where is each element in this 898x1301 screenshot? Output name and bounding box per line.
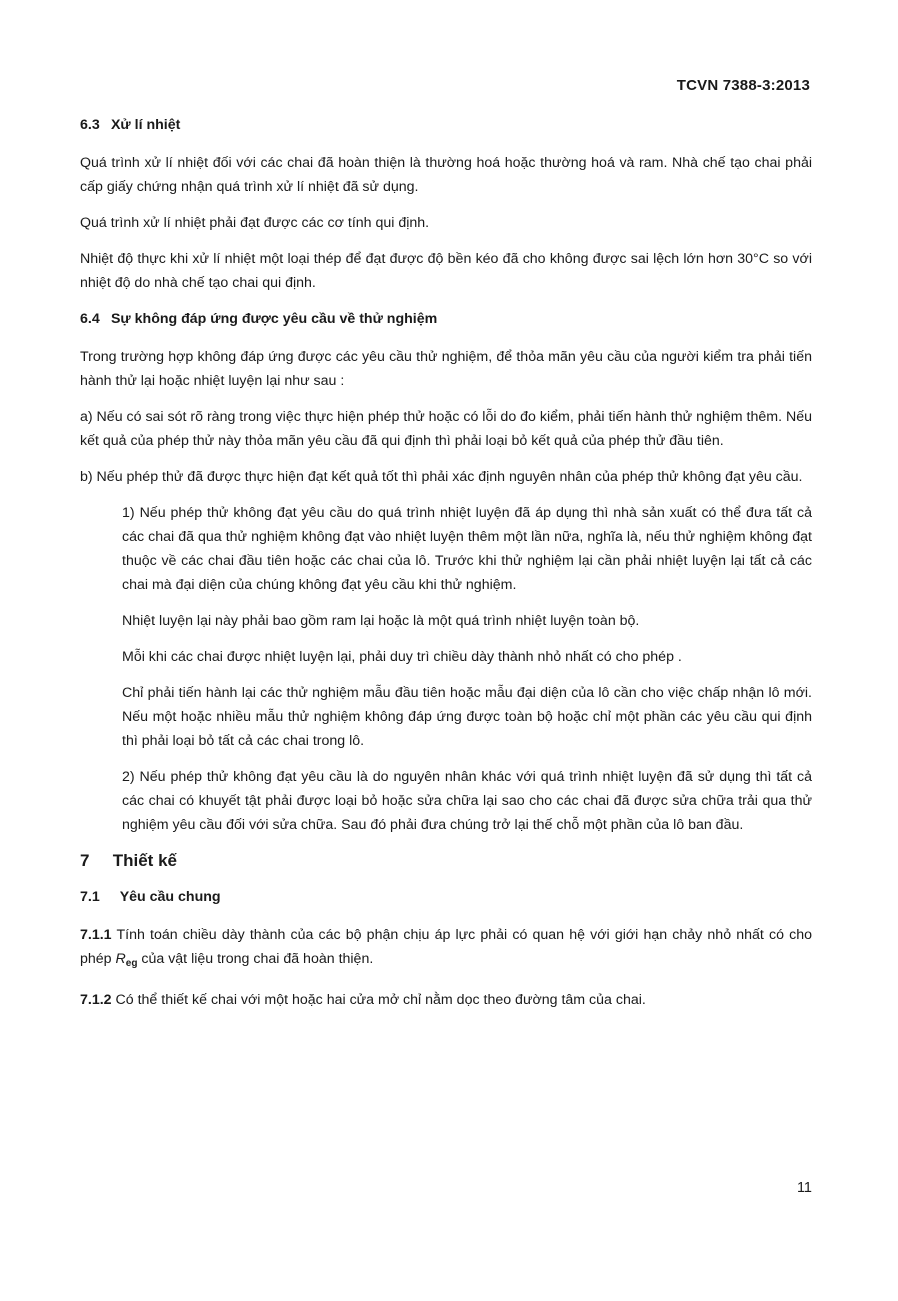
clause-7-1-1: [80, 923, 812, 976]
section-title: Yêu cầu chung: [119, 889, 221, 905]
sub-item-1: 1) Nếu phép thử không đạt yêu cầu do quá trình nhiệt luyện đã áp dụng thì nhà sản xuất có thể đưa tất cả các chai đã qua thử nghiệm không đạt vào nhiệt luyện thêm một lần nữa, nghĩa là, nếu thử nghiệm không đạt thuộc về các chai đầu tiên hoặc các chai của lô. Trước khi thử nghiệm lại cần phải nhiệt luyện lại tất cả các chai mà đại diện của chúng không đạt yêu cầu khi thử nghiệm.: [122, 505, 812, 593]
section-number: 6.4: [80, 311, 100, 327]
paragraph: Nhiệt độ thực khi xử lí nhiệt một loại thép để đạt được độ bền kéo đã cho không được sai lệch lớn hơn 30°C so với nhiệt độ do nhà chế tạo chai qui định.: [80, 251, 812, 291]
paragraph: Nhiệt luyện lại này phải bao gồm ram lại hoặc là một quá trình nhiệt luyện toàn bộ.: [122, 613, 640, 629]
section-title: Xử lí nhiệt: [110, 117, 181, 133]
section-number: 6.3: [80, 117, 100, 133]
paragraph: Chỉ phải tiến hành lại các thử nghiệm mẫu đầu tiên hoặc mẫu đại diện của lô cần cho việc chấp nhận lô mới. Nếu một hoặc nhiều mẫu thử nghiệm không đáp ứng được toàn bộ hoặc chỉ một phần các yêu cầu qui định thì phải loại bỏ tất cả các chai trong lô.: [122, 685, 812, 749]
clause-number: 7.1.2: [80, 992, 112, 1008]
clause-number: 7.1.1: [80, 927, 112, 943]
clause-7-1-2: [80, 988, 812, 1012]
section-title: Thiết kế: [112, 851, 177, 870]
list-item-b: b) Nếu phép thử đã được thực hiện đạt kết quả tốt thì phải xác định nguyên nhân của phép thử không đạt yêu cầu.: [80, 469, 803, 485]
paragraph: Mỗi khi các chai được nhiệt luyện lại, phải duy trì chiều dày thành nhỏ nhất có cho phép .: [122, 649, 682, 665]
clause-text: Tính toán chiều dày thành của các bộ phận chịu áp lực phải có quan hệ với giới hạn chảy nhỏ nhất có cho phép: [80, 927, 812, 967]
symbol: R: [115, 951, 126, 967]
section-number: 7: [80, 851, 90, 870]
section-title: Sự không đáp ứng được yêu cầu về thử nghiệm: [110, 311, 438, 327]
section-7-heading: [80, 849, 812, 873]
sub-item-2: 2) Nếu phép thử không đạt yêu cầu là do nguyên nhân khác với quá trình nhiệt luyện đã sử dụng thì tất cả các chai có khuyết tật phải được loại bỏ hoặc sửa chữa lại sao cho các chai đã được sửa chữa trải qua thử nghiệm yêu cầu đối với sửa chữa. Sau đó phải đưa chúng trở lại thế chỗ một phần của lô ban đầu.: [122, 769, 812, 833]
page-content: [80, 113, 812, 1024]
paragraph: Trong trường hợp không đáp ứng được các yêu cầu thử nghiệm, để thỏa mãn yêu cầu của người kiểm tra phải tiến hành thử lại hoặc nhiệt luyện lại như sau :: [80, 349, 812, 389]
paragraph: Quá trình xử lí nhiệt phải đạt được các cơ tính qui định.: [80, 215, 430, 231]
symbol-subscript: eg: [125, 958, 138, 969]
list-item-a: a) Nếu có sai sót rõ ràng trong việc thực hiện phép thử hoặc có lỗi do đo kiểm, phải tiến hành thử nghiệm thêm. Nếu kết quả của phép thử này thỏa mãn yêu cầu đã qui định thì phải loại bỏ kết quả của phép thử đầu tiên.: [80, 409, 812, 449]
standard-code: TCVN 7388-3:2013: [676, 77, 810, 94]
section-6-3-heading: [80, 113, 812, 137]
page-number: 11: [796, 1180, 812, 1196]
clause-text: Có thể thiết kế chai với một hoặc hai cửa mở chỉ nằm dọc theo đường tâm của chai.: [115, 992, 646, 1008]
paragraph: Quá trình xử lí nhiệt đối với các chai đã hoàn thiện là thường hoá hoặc thường hoá và ram. Nhà chế tạo chai phải cấp giấy chứng nhận quá trình xử lí nhiệt đã sử dụng.: [80, 155, 812, 195]
section-number: 7.1: [80, 889, 100, 905]
clause-text: của vật liệu trong chai đã hoàn thiện.: [137, 951, 374, 967]
section-7-1-heading: [80, 885, 812, 909]
section-6-4-heading: [80, 307, 812, 331]
